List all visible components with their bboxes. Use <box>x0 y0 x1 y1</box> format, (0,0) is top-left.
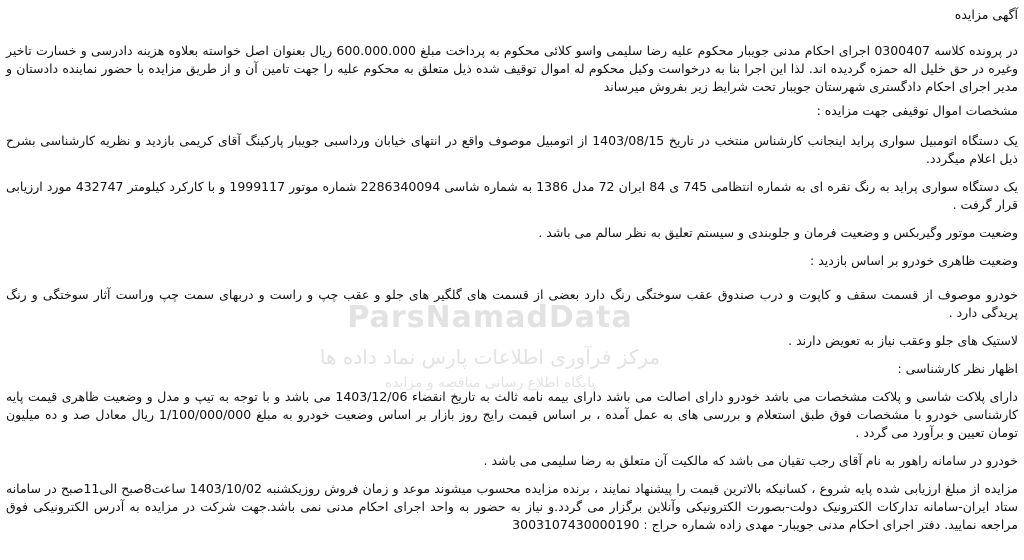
expert-opinion-heading: اظهار نظر کارشناسی : <box>897 361 1018 376</box>
notice-title: آگهی مزایده <box>954 7 1018 22</box>
exterior-condition-heading: وضعیت ظاهری خودرو بر اساس بازدید : <box>810 253 1018 268</box>
auction-terms-paragraph: مزایده از مبلغ ارزیابی شده پایه شروع ، کسانیکه بالاترین قیمت را پیشنهاد نمایند ، برنده مزایده محسوب میشوند موعد و زمان فروش روزیکشنبه 1403/10/02 ساعت8صبح الی11صبح در سامانه ستاد ایران-سامانه تدارکات الکترونیک دولت-بصورت الکترونیکی وآنلاین برگزار می گردد.و نیاز به حضور به واحد اجرای احکام مدنی نمی باشد.جهت شرکت در مزایده به آدرس الکترونیکی فوق مراجعه نمایید. دفتر اجرای احکام مدنی جویبار- مهدی زاده شماره حراج : 3003107430000190 <box>6 481 1018 532</box>
ownership-paragraph: خودرو در سامانه راهور به نام آقای رجب تقیان می باشد که مالکیت آن متعلق به رضا سلیمی می باشد . <box>483 453 1018 468</box>
watermark-brand: ParsNamadData <box>347 300 633 335</box>
inspection-paragraph: یک دستگاه اتومبیل سواری پراید اینجانب کارشناس منتخب در تاریخ 1403/08/15 از اتومبیل موصوف واقع در انتهای خیابان ورداسبی جویبار پارکینگ آقای کریمی بازدید و نظریه کارشناسی بشرح ذیل اعلام میگردد. <box>6 133 1018 166</box>
seized-property-heading: مشخصات اموال توقیفی جهت مزایده : <box>816 103 1018 118</box>
expert-opinion-paragraph: دارای پلاکت شاسی و پلاکت مشخصات می باشد خودرو دارای اصالت می باشد دارای بیمه نامه ثالث به تاریخ انقضاء 1403/12/06 می باشد و با توجه به تیپ و مدل و وضعیت ظاهری قیمت پایه کارشناسی خودرو با مشخصات فوق طبق استعلام و بررسی های به عمل آمده ، بر اساس قیمت رایج روز بازار بر اساس وضعیت خودرو به مبلغ 1/100/000/000 ریال معادل صد و ده میلیون تومان تعیین و برآورد می گردد . <box>6 389 1019 440</box>
watermark-line-1: مرکز فرآوری اطلاعات پارس نماد داده ها <box>319 345 661 369</box>
vehicle-details-paragraph: یک دستگاه سواری پراید به رنگ نقره ای به شماره انتظامی 745 ی 84 ایران 72 مدل 1386 به شماره شاسی 2286340094 شماره موتور 1999117 و با کارکرد کیلومتر 432747 مورد ارزیابی قرار گرفت . <box>6 179 1019 212</box>
watermark-line-2: پایگاه اطلاع رسانی مناقصه و مزایده <box>384 375 596 391</box>
body-damage-paragraph: خودرو موصوف از قسمت سقف و کاپوت و درب صندوق عقب سوختگی رنگ دارد بعضی از قسمت های گلگیر های جلو و عقب چپ و راست و دربهای سمت چپ وراست آثار سوختگی و رنگ پریدگی دارد . <box>6 287 1018 320</box>
engine-condition-paragraph: وضعیت موتور وگیربکس و وضعیت فرمان و جلوبندی و سیستم تعلیق به نظر سالم می باشد . <box>538 225 1018 240</box>
tires-paragraph: لاستیک های جلو وعقب نیاز به تعویض دارند . <box>788 333 1018 348</box>
case-paragraph: در پرونده کلاسه 0300407 اجرای احکام مدنی جویبار محکوم علیه رضا سلیمی واسو کلائی محکوم به پرداخت مبلغ 600.000.000 ریال بعنوان اصل خواسته بعلاوه هزینه دادرسی و خسارت تاخیر وغیره در حق خلیل اله حمزه گردیده اند. لذا این اجرا بنا به درخواست وکیل محکوم له اموال توقیف شده ذیل متعلق به محکوم علیه را جهت تامین آن و از طریق مزایده با حضور نماینده دادستان و مدیر اجرای احکام دادگستری شهرستان جویبار تحت شرایط زیر بفروش میرساند <box>6 43 1018 94</box>
